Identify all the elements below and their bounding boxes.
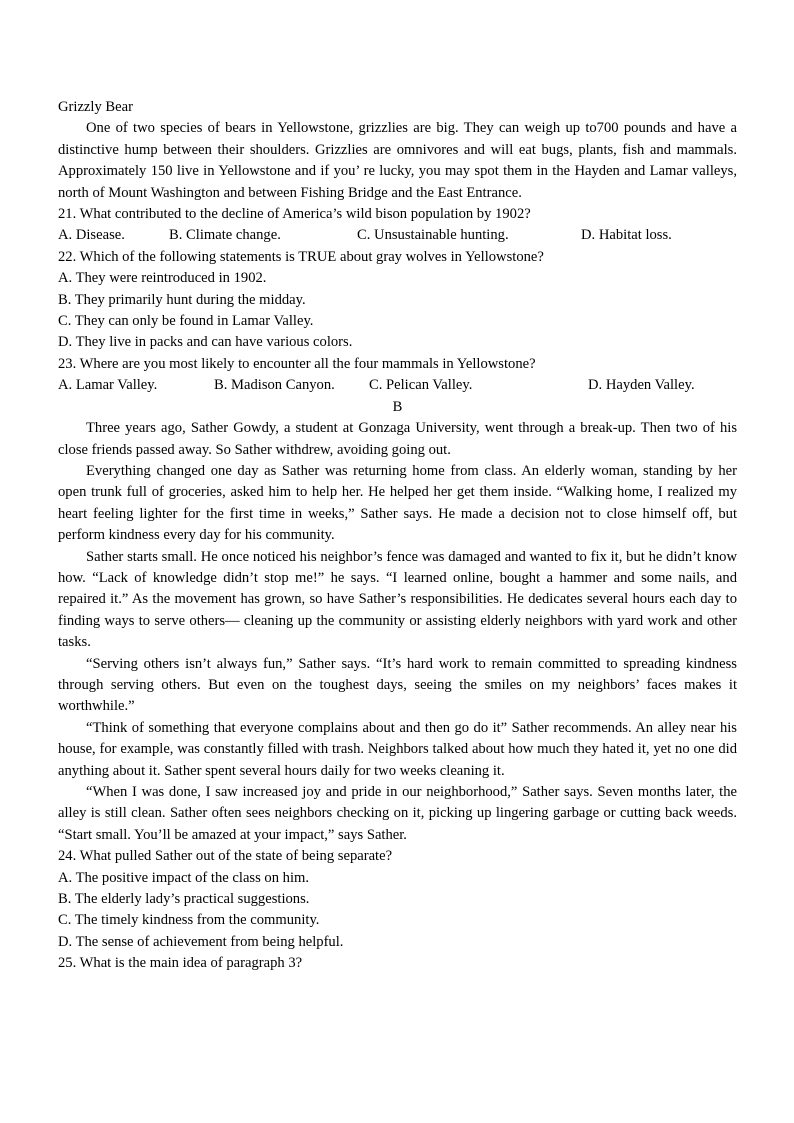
option-a: A. They were reintroduced in 1902. — [58, 270, 267, 287]
option-c: C. Unsustainable hunting. — [357, 227, 509, 244]
passage-b-paragraph-1: Three years ago, Sather Gowdy, a student at Gonzaga University, went through a break-up. Then two of his close friends passed away. So Sather withdrew, avoiding going out. — [58, 420, 737, 458]
option-c: C. They can only be found in Lamar Valley. — [58, 313, 314, 330]
option-b: B. Climate change. — [169, 227, 281, 244]
passage-b-paragraph-4: “Serving others isn’t always fun,” Sather says. “It’s hard work to remain committed to spreading kindness through serving others. But even on the toughest days, seeing the smiles on my neighbors’ faces makes it worthwhile.” — [58, 655, 737, 715]
question-stem: 22. Which of the following statements is TRUE about gray wolves in Yellowstone? — [58, 248, 544, 265]
passage-b-paragraph-5: “Think of something that everyone complains about and then go do it” Sather recommends. An alley near his house, for example, was constantly filled with trash. Neighbors talked about how much they hated it, yet no one did anything about it. Sather spent several hours daily for two weeks cleaning it. — [58, 719, 737, 779]
option-b: B. Madison Canyon. — [214, 377, 335, 394]
option-d: D. They live in packs and can have various colors. — [58, 334, 353, 351]
question-23 — [58, 354, 737, 397]
option-b: B. The elderly lady’s practical suggestions. — [58, 891, 310, 908]
passage-b-paragraph-3: Sather starts small. He once noticed his neighbor’s fence was damaged and wanted to fix it, but he didn’t know how. “Lack of knowledge didn’t stop me!” he says. “I learned online, bought a hammer and some nails, and repaired it.” As the movement has grown, so have Sather’s responsibilities. He dedicates several hours each day to finding ways to serve others— cleaning up the community or assisting elderly neighbors with yard work and other tasks. — [58, 548, 737, 651]
grizzly-bear-heading: Grizzly Bear — [58, 99, 133, 115]
option-row — [58, 225, 737, 246]
exam-page — [58, 97, 737, 975]
question-24 — [58, 846, 737, 953]
option-a: A. The positive impact of the class on him. — [58, 869, 310, 886]
passage-b-paragraph-6: “When I was done, I saw increased joy and pride in our neighborhood,” Sather says. Seven months later, the alley is still clean. Sather often sees neighbors checking on it, picking up lingering garbage or cutting back weeds. “Start small. You’ll be amazed at your impact,” says Sather. — [58, 784, 737, 843]
option-d: D. The sense of achievement from being helpful. — [58, 933, 344, 950]
option-a: A. Disease. — [58, 227, 125, 244]
option-a: A. Lamar Valley. — [58, 377, 158, 394]
question-stem: 23. Where are you most likely to encounter all the four mammals in Yellowstone? — [58, 355, 536, 372]
question-stem: 25. What is the main idea of paragraph 3? — [58, 955, 303, 972]
question-22 — [58, 247, 737, 354]
option-d: D. Habitat loss. — [581, 227, 672, 244]
question-stem: 21. What contributed to the decline of America’s wild bison population by 1902? — [58, 206, 531, 223]
passage-b-label: B — [392, 398, 403, 415]
option-row — [58, 375, 737, 396]
question-21 — [58, 204, 737, 247]
option-b: B. They primarily hunt during the midday. — [58, 291, 306, 308]
passage-b-paragraph-2: Everything changed one day as Sather was returning home from class. An elderly woman, standing by her open trunk full of groceries, asked him to help her. He helped her get them inside. “Walking home, I realized my heart feeling lighter for the first time in weeks,” Sather says. He made a decision not to close himself off, but perform kindness every day for his community. — [58, 462, 737, 544]
option-c: C. Pelican Valley. — [369, 377, 473, 394]
question-stem: 24. What pulled Sather out of the state of being separate? — [58, 848, 393, 865]
question-25 — [58, 953, 737, 974]
option-c: C. The timely kindness from the community. — [58, 912, 320, 929]
grizzly-bear-paragraph: One of two species of bears in Yellowstone, grizzlies are big. They can weigh up to700 pounds and have a distinctive hump between their shoulders. Grizzlies are omnivores and will eat bugs, plants, fish and mammals. Approximately 150 live in Yellowstone and if you’ re lucky, you may spot them in the Hayden and Lamar valleys, north of Mount Washington and between Fishing Bridge and the East Entrance. — [58, 120, 737, 201]
option-d: D. Hayden Valley. — [588, 377, 695, 394]
